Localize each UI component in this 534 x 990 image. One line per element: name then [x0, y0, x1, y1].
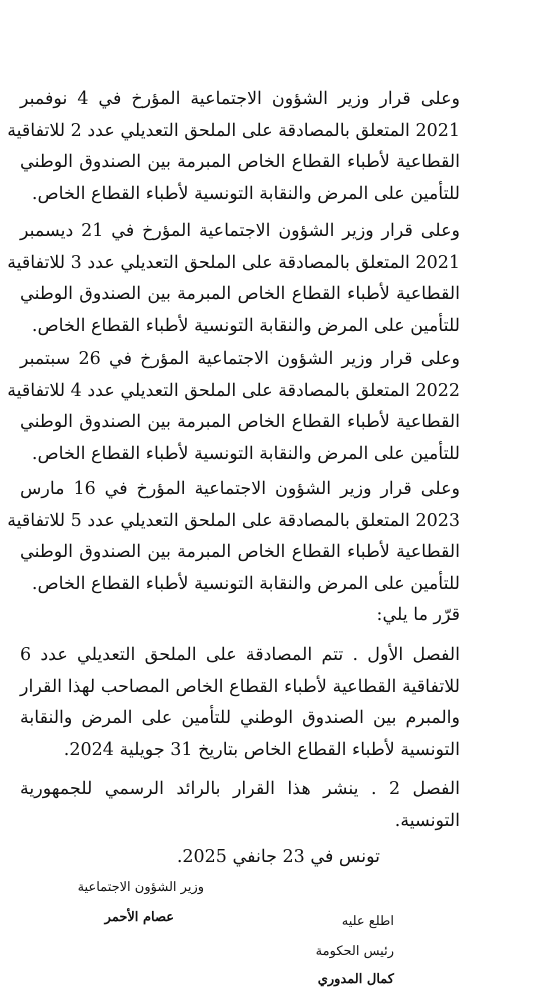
paragraph-line: 2021 المتعلق بالمصادقة على الملحق التعديلي عدد 2 للاتفاقية — [7, 120, 460, 141]
preamble-paragraph-2 — [7, 216, 460, 342]
article-line: للاتفاقية القطاعية لأطباء القطاع الخاص المصاحب لهذا القرار — [20, 676, 460, 697]
preamble-paragraph-1 — [7, 84, 460, 210]
preamble-paragraph-4 — [7, 474, 460, 600]
paragraph-line: للتأمين على المرض والنقابة التونسية لأطباء القطاع الخاص. — [31, 573, 460, 594]
article-line: التونسية لأطباء القطاع الخاص بتاريخ 31 جويلية 2024. — [63, 739, 460, 760]
article-line: التونسية. — [394, 810, 460, 831]
paragraph-line: وعلى قرار وزير الشؤون الاجتماعية المؤرخ في 21 ديسمبر — [20, 221, 460, 241]
minister-title: وزير الشؤون الاجتماعية — [77, 880, 204, 895]
paragraph-line: 2021 المتعلق بالمصادقة على الملحق التعديلي عدد 3 للاتفاقية — [7, 252, 460, 273]
paragraph-line: وعلى قرار وزير الشؤون الاجتماعية المؤرخ في 26 سبتمبر — [20, 349, 461, 369]
paragraph-line: القطاعية لأطباء القطاع الخاص المبرمة بين الصندوق الوطني — [20, 412, 460, 432]
paragraph-line: القطاعية لأطباء القطاع الخاص المبرمة بين الصندوق الوطني — [20, 542, 460, 562]
decision-intro-text: قرّر ما يلي: — [376, 605, 460, 625]
paragraph-line: القطاعية لأطباء القطاع الخاص المبرمة بين الصندوق الوطني — [20, 284, 460, 304]
seen-label: اطلع عليه — [341, 914, 394, 929]
paragraph-line: 2023 المتعلق بالمصادقة على الملحق التعديلي عدد 5 للاتفاقية — [7, 510, 460, 531]
decision-intro — [20, 600, 460, 632]
article-line: الفصل الأول . تتم المصادقة على الملحق التعديلي عدد 6 — [20, 645, 460, 665]
paragraph-line: القطاعية لأطباء القطاع الخاص المبرمة بين الصندوق الوطني — [20, 152, 460, 172]
paragraph-line: وعلى قرار وزير الشؤون الاجتماعية المؤرخ في 4 نوفمبر — [20, 89, 460, 109]
article-line: الفصل 2 . ينشر هذا القرار بالرائد الرسمي للجمهورية — [20, 779, 460, 799]
paragraph-line: للتأمين على المرض والنقابة التونسية لأطباء القطاع الخاص. — [31, 443, 460, 464]
pm-title: رئيس الحكومة — [315, 944, 394, 959]
paragraph-line: 2022 المتعلق بالمصادقة على الملحق التعديلي عدد 4 للاتفاقية — [7, 380, 460, 401]
date-line — [60, 842, 380, 874]
date-text: تونس في 23 جانفي 2025. — [176, 847, 380, 867]
article-1 — [20, 640, 460, 766]
article-line: والمبرم بين الصندوق الوطني للتأمين على المرض والنقابة — [20, 708, 460, 728]
preamble-paragraph-3 — [7, 344, 461, 470]
pm-name: كمال المدوري — [317, 972, 394, 987]
paragraph-line: وعلى قرار وزير الشؤون الاجتماعية المؤرخ في 16 مارس — [20, 479, 460, 499]
minister-name: عصام الأحمر — [104, 910, 174, 925]
article-2 — [20, 774, 460, 837]
paragraph-line: للتأمين على المرض والنقابة التونسية لأطباء القطاع الخاص. — [31, 183, 460, 204]
paragraph-line: للتأمين على المرض والنقابة التونسية لأطباء القطاع الخاص. — [31, 315, 460, 336]
